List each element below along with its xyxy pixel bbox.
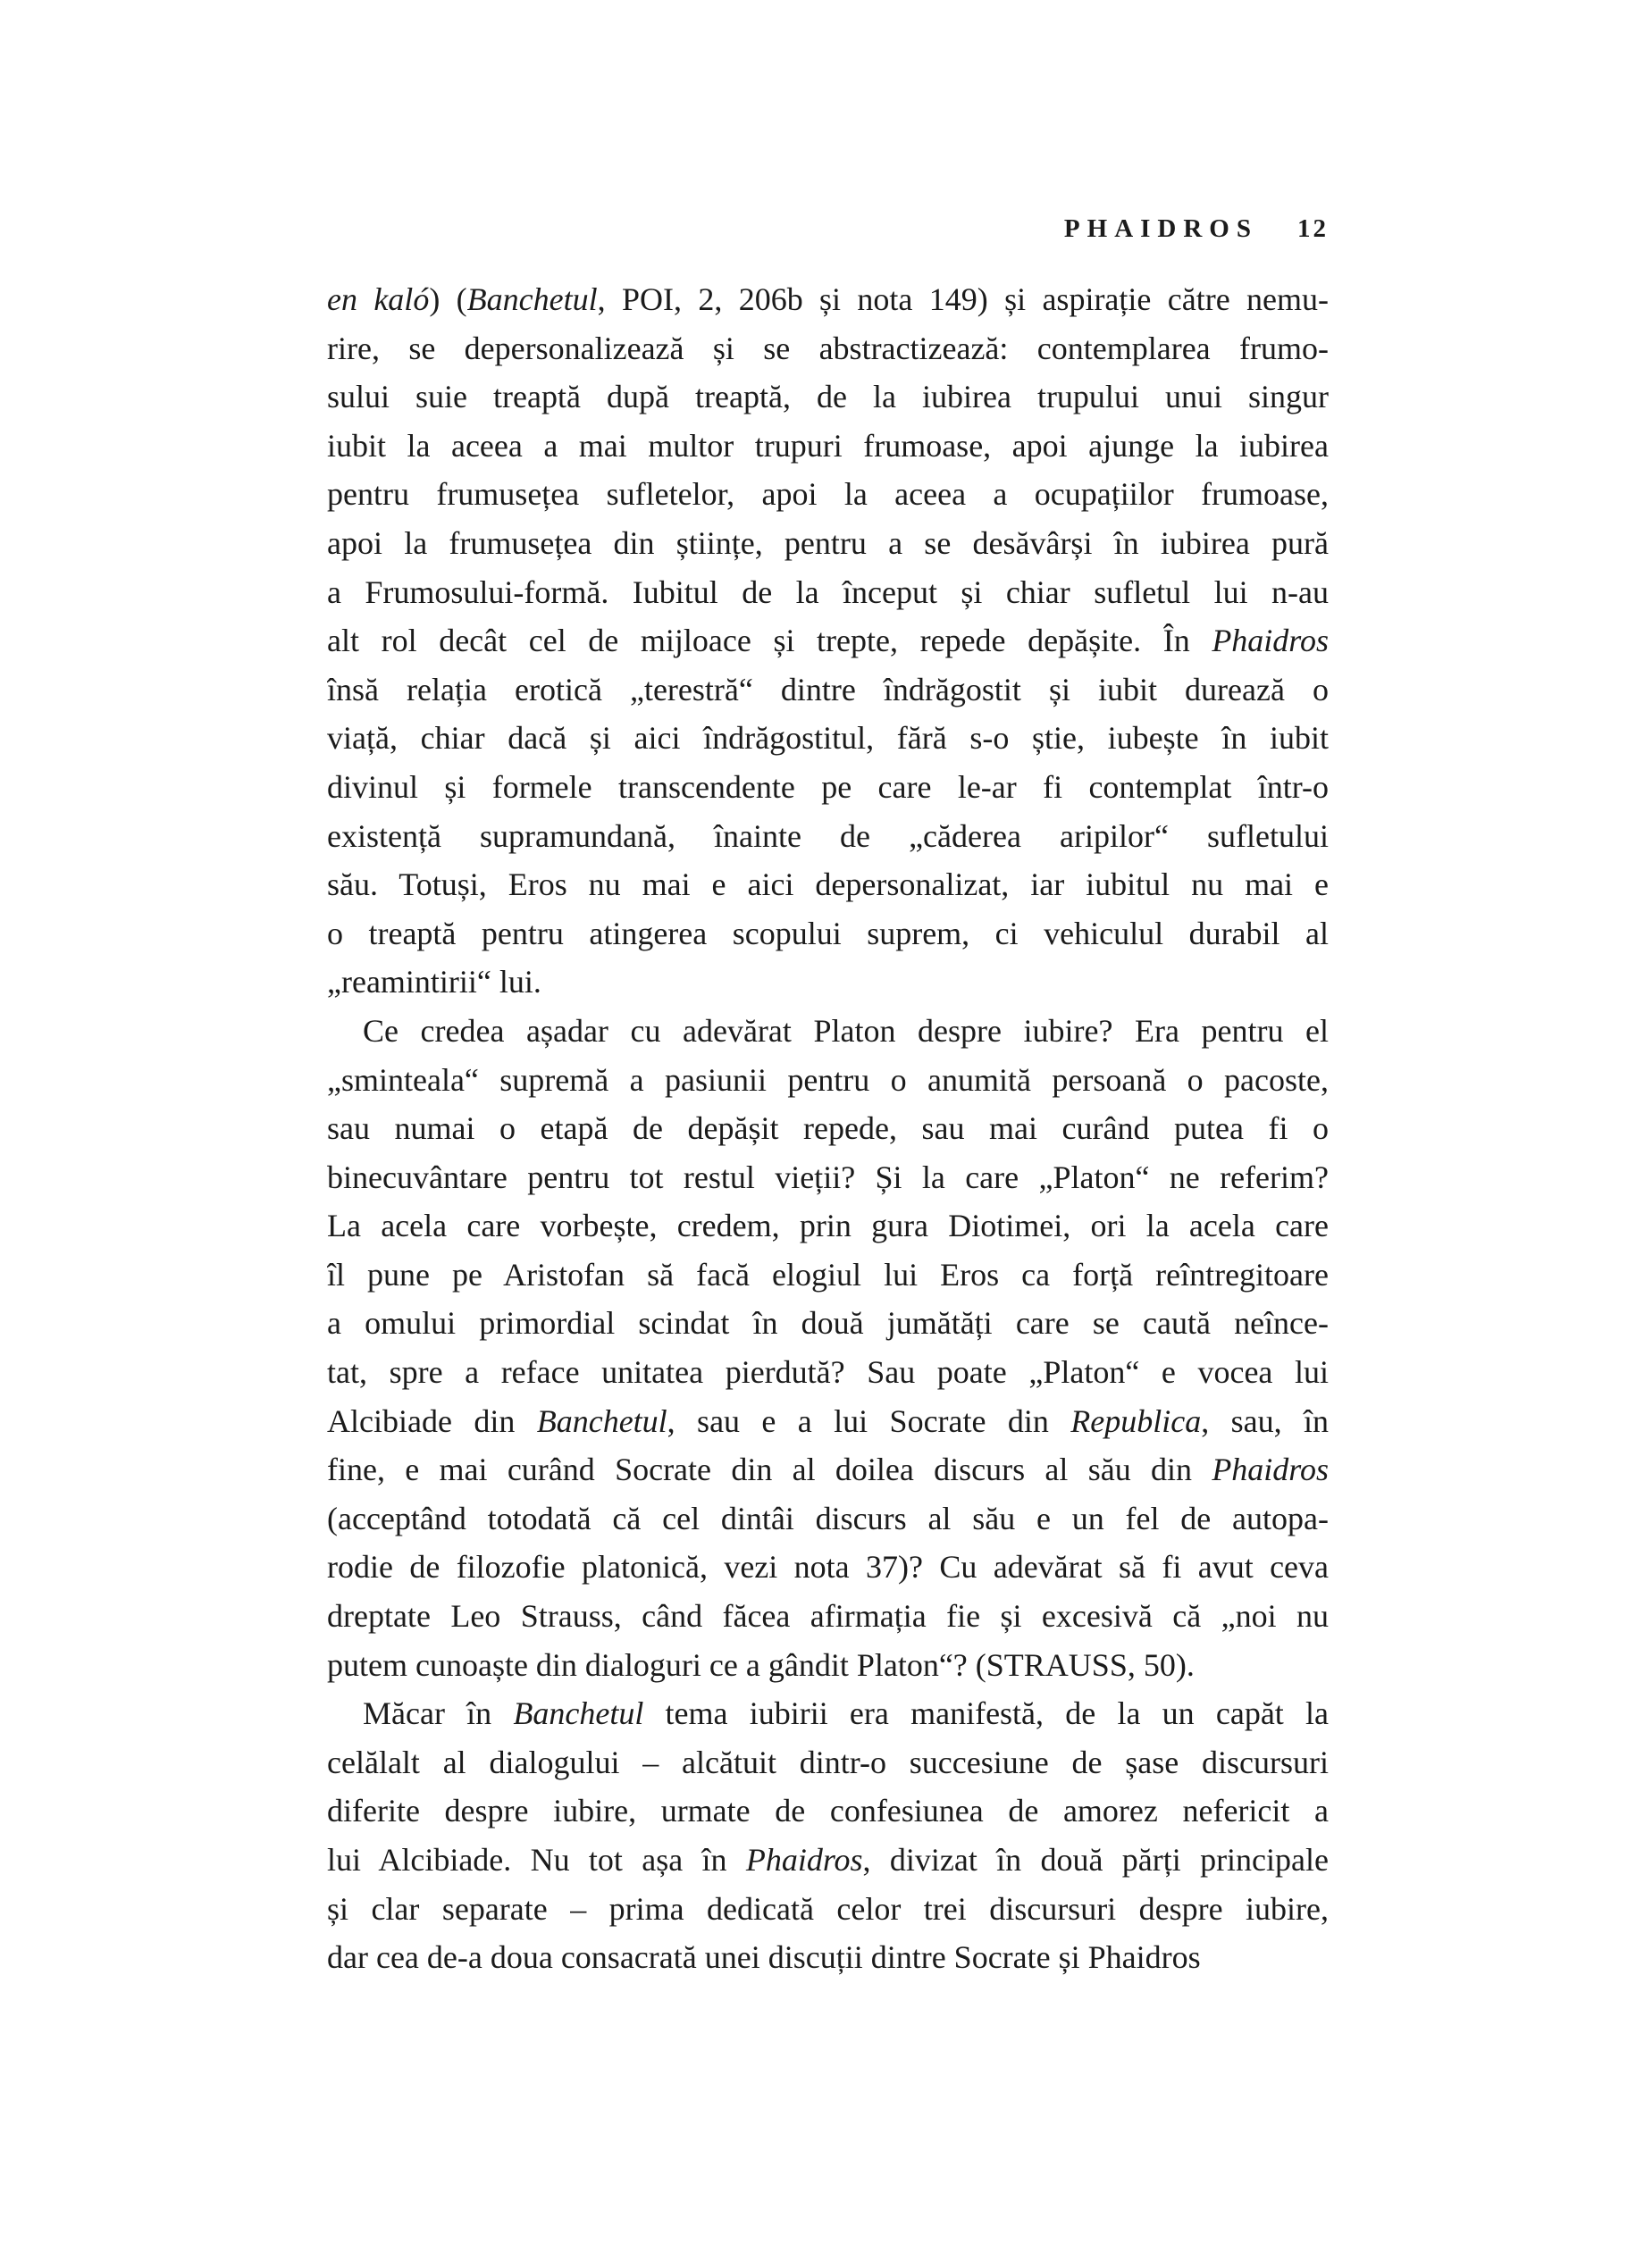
text-line — [327, 1592, 1329, 1641]
text-line — [327, 1445, 1329, 1494]
text-segment: celălalt al dialogului – alcătuit dintr-o succesiune de șase discursuri — [327, 1744, 1329, 1780]
text-line — [327, 470, 1329, 519]
header-title: PHAIDROS — [1063, 214, 1258, 243]
text-segment: „sminteala“ supremă a pasiunii pentru o anumită persoană o pacoste, — [327, 1061, 1329, 1098]
text-segment: , sau, în — [1201, 1402, 1329, 1439]
text-line — [327, 1251, 1329, 1300]
text-segment: binecuvântare pentru tot restul vieții? Și la care „Platon“ ne referim? — [327, 1159, 1329, 1195]
text-line — [327, 1836, 1329, 1885]
text-line — [327, 1104, 1329, 1153]
text-line — [327, 763, 1329, 812]
text-segment: a omului primordial scindat în două jumătăți care se caută neînce- — [327, 1305, 1329, 1342]
text-segment: rodie de filozofie platonică, vezi nota 37)? Cu adevărat să fi avut ceva — [327, 1549, 1329, 1586]
text-line — [327, 909, 1329, 958]
text-line — [327, 665, 1329, 715]
text-line — [327, 1885, 1329, 1934]
text-segment: , POI, 2, 206b și nota 149) și aspirație către nemu- — [597, 281, 1329, 317]
text-line — [327, 1397, 1329, 1446]
text-segment: Măcar în — [363, 1695, 514, 1732]
text-segment: său. Totuși, Eros nu mai e aici depersonalizat, iar iubitul nu mai e — [327, 866, 1329, 903]
text-segment: en kaló — [327, 281, 430, 317]
text-segment: dar cea de-a doua consacrată unei discuții dintre Socrate și Phaidros — [327, 1939, 1201, 1976]
text-segment: tat, spre a reface unitatea pierdută? Sau poate „Platon“ e vocea lui — [327, 1354, 1329, 1391]
text-segment: Banchetul — [536, 1402, 667, 1439]
text-segment: Banchetul — [513, 1695, 644, 1732]
text-line — [327, 568, 1329, 617]
text-segment: Phaidros — [1212, 623, 1329, 659]
text-segment: existență supramundană, înainte de „căderea aripilor“ sufletului — [327, 817, 1329, 854]
text-line — [327, 1787, 1329, 1836]
text-segment: , sau e a lui Socrate din — [667, 1402, 1071, 1439]
text-segment: Phaidros — [1212, 1452, 1329, 1488]
text-line — [327, 372, 1329, 422]
text-segment: lui Alcibiade. Nu tot așa în — [327, 1842, 746, 1878]
text-line — [327, 860, 1329, 909]
text-segment: ) ( — [429, 281, 467, 317]
text-segment: dreptate Leo Strauss, când făcea afirmația fie și excesivă că „noi nu — [327, 1598, 1329, 1635]
text-line — [327, 519, 1329, 568]
text-line — [327, 1494, 1329, 1544]
text-segment: La acela care vorbește, credem, prin gura Diotimei, ori la acela care — [327, 1208, 1329, 1244]
text-line — [327, 1348, 1329, 1397]
header-page-number: 12 — [1297, 214, 1329, 243]
text-segment: rire, se depersonalizează și se abstractizează: contemplarea frumo- — [327, 330, 1329, 366]
text-segment: o treaptă pentru atingerea scopului suprem, ci vehiculul durabil al — [327, 915, 1329, 951]
text-segment: pentru frumusețea sufletelor, apoi la aceea a ocupațiilor frumoase, — [327, 476, 1329, 513]
text-segment: viață, chiar dacă și aici îndrăgostitul, fără s-o știe, iubește în iubit — [327, 720, 1329, 757]
text-segment: Alcibiade din — [327, 1402, 537, 1439]
text-block — [327, 275, 1329, 1982]
text-line — [327, 1299, 1329, 1348]
text-line — [327, 1689, 1329, 1738]
text-segment: a Frumosului-formă. Iubitul de la început și chiar sufletul lui n-au — [327, 573, 1329, 610]
text-line — [327, 422, 1329, 471]
text-line — [327, 1201, 1329, 1251]
text-segment: îl pune pe Aristofan să facă elogiul lui Eros ca forță reîntregitoare — [327, 1256, 1329, 1293]
text-segment: Republica — [1070, 1402, 1202, 1439]
text-segment: „reamintirii“ lui. — [327, 964, 541, 1000]
text-segment: tema iubirii era manifestă, de la un capăt la — [643, 1695, 1329, 1732]
text-segment: însă relația erotică „terestră“ dintre îndrăgostit și iubit durează o — [327, 671, 1329, 707]
text-line — [327, 275, 1329, 324]
text-line — [327, 958, 1329, 1007]
text-segment: fine, e mai curând Socrate din al doilea discurs al său din — [327, 1452, 1212, 1488]
text-segment: sau numai o etapă de depășit repede, sau mai curând putea fi o — [327, 1110, 1329, 1147]
text-line — [327, 1056, 1329, 1105]
text-line — [327, 714, 1329, 763]
text-segment: apoi la frumusețea din științe, pentru a se desăvârși în iubirea pură — [327, 524, 1329, 561]
text-segment: diferite despre iubire, urmate de confesiunea de amorez nefericit a — [327, 1793, 1329, 1829]
text-segment: divinul și formele transcendente pe care le-ar fi contemplat într-o — [327, 768, 1329, 805]
text-segment: iubit la aceea a mai multor trupuri frumoase, apoi ajunge la iubirea — [327, 427, 1329, 464]
text-segment: alt rol decât cel de mijloace și trepte, repede depășite. În — [327, 623, 1212, 659]
text-line — [327, 1007, 1329, 1056]
text-line — [327, 1153, 1329, 1202]
text-line — [327, 1738, 1329, 1787]
text-line — [327, 324, 1329, 373]
text-line — [327, 616, 1329, 665]
text-line — [327, 1641, 1329, 1690]
running-header — [327, 214, 1329, 244]
text-segment: putem cunoaște din dialoguri ce a gândit Platon“? (STRAUSS, 50). — [327, 1646, 1195, 1683]
text-segment: Ce credea așadar cu adevărat Platon despre iubire? Era pentru el — [363, 1012, 1329, 1049]
text-segment: sului suie treaptă după treaptă, de la iubirea trupului unui singur — [327, 379, 1329, 415]
text-segment: , divizat în două părți principale — [862, 1842, 1329, 1878]
text-segment: (acceptând totodată că cel dintâi discurs al său e un fel de autopa- — [327, 1500, 1329, 1536]
text-line — [327, 812, 1329, 861]
text-segment: și clar separate – prima dedicată celor trei discursuri despre iubire, — [327, 1890, 1329, 1927]
text-segment: Phaidros — [745, 1842, 863, 1878]
text-line — [327, 1543, 1329, 1592]
text-segment: Banchetul — [466, 281, 598, 317]
text-line — [327, 1933, 1329, 1982]
